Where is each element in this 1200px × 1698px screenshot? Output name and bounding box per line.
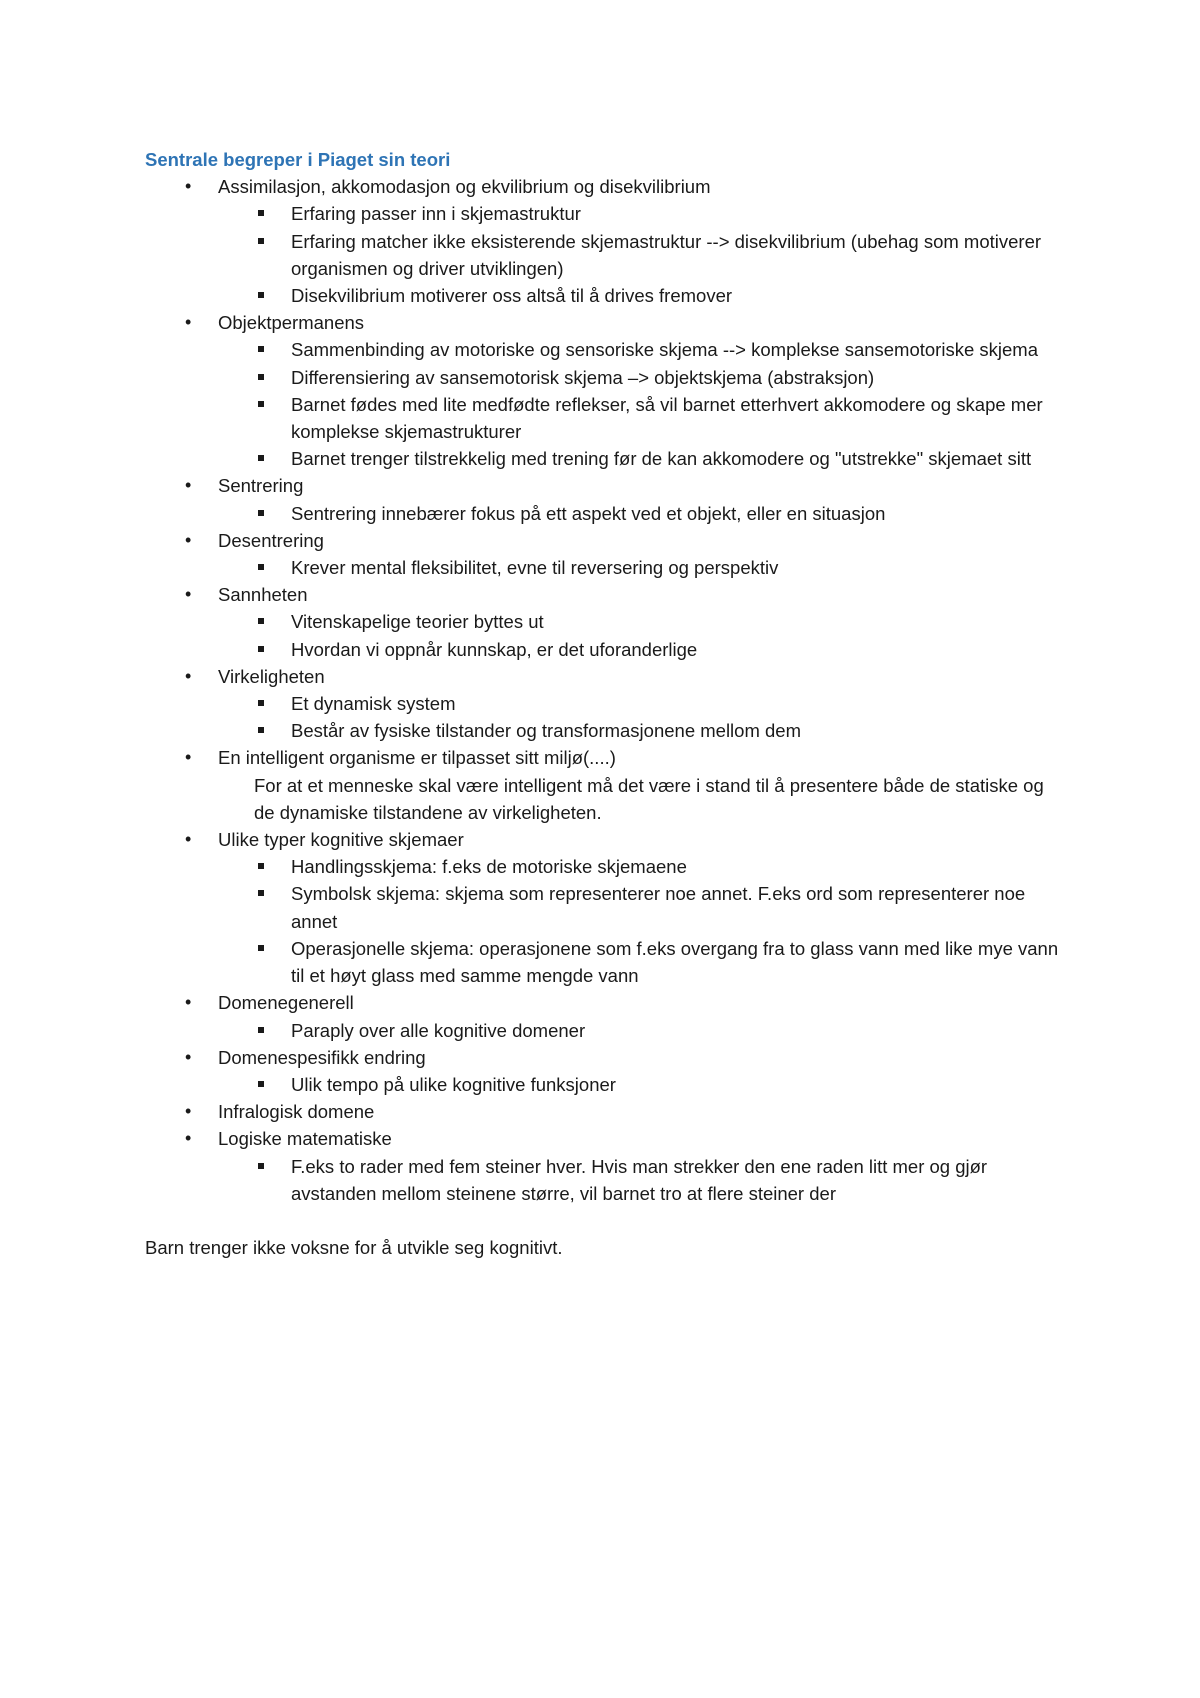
list-item [145,826,1065,989]
sub-bullet-list [145,500,1065,527]
sub-list-item-text: Symbolsk skjema: skjema som representerer noe annet. F.eks ord som representerer noe annet [291,883,1026,932]
list-item-text: Ulike typer kognitive skjemaer [218,829,464,851]
sub-list-item [145,445,1065,472]
sub-list-item [145,364,1065,391]
sub-list-item-text: Krever mental fleksibilitet, evne til reversering og perspektiv [291,557,779,579]
square-bullet-icon [258,238,264,244]
sub-list-item [145,717,1065,744]
bullet-dot-icon: • [185,176,192,197]
bullet-dot-icon: • [185,475,192,496]
sub-list-item-text: Består av fysiske tilstander og transformasjonene mellom dem [291,720,801,742]
sub-list-item-text: Vitenskapelige teorier byttes ut [291,611,544,633]
sub-list-item-text: Sammenbinding av motoriske og sensoriske skjema --> komplekse sansemotoriske skjema [291,339,1038,361]
bullet-dot-icon: • [185,992,192,1013]
square-bullet-icon [258,564,264,570]
square-bullet-icon [258,1163,264,1169]
sub-list-item-text: Disekvilibrium motiverer oss altså til å drives fremover [291,285,733,307]
square-bullet-icon [258,346,264,352]
sub-bullet-list [145,1017,1065,1044]
sub-list-item-text: F.eks to rader med fem steiner hver. Hvis man strekker den ene raden litt mer og gjør avstanden mellom steinene større, vil barnet tro at flere steiner der [291,1155,988,1204]
bullet-dot-icon: • [185,1046,192,1067]
closing-paragraph: Barn trenger ikke voksne for å utvikle seg kognitivt. [145,1236,563,1258]
sub-list-item [145,336,1065,363]
square-bullet-icon [258,374,264,380]
square-bullet-icon [258,890,264,896]
list-item [145,581,1065,663]
bullet-dot-icon: • [185,1128,192,1149]
square-bullet-icon [258,1027,264,1033]
sub-list-item [145,1071,1065,1098]
list-item-text: Virkeligheten [218,665,325,687]
bullet-dot-icon: • [185,584,192,605]
sub-list-item [145,500,1065,527]
list-item [145,309,1065,472]
sub-list-item-text: Et dynamisk system [291,693,456,715]
square-bullet-icon [258,1081,264,1087]
sub-list-item-text: Erfaring passer inn i skjemastruktur [291,203,581,225]
sub-list-item [145,282,1065,309]
bullet-dot-icon: • [185,747,192,768]
square-bullet-icon [258,210,264,216]
sub-bullet-list [145,690,1065,744]
bullet-dot-icon: • [185,829,192,850]
sub-list-item [145,880,1065,934]
square-bullet-icon [258,510,264,516]
sub-list-item-text: Sentrering innebærer fokus på ett aspekt ved et objekt, eller en situasjon [291,502,886,524]
sub-list-item-text: Barnet fødes med lite medfødte reflekser, så vil barnet etterhvert akkomodere og skape mer komplekse skjemastrukturer [291,393,1043,443]
bullet-dot-icon: • [185,529,192,550]
section-heading: Sentrale begreper i Piaget sin teori [145,149,451,170]
sub-list-item [145,228,1065,282]
sub-bullet-list [145,1153,1065,1207]
sub-list-item [145,853,1065,880]
list-item [145,472,1065,526]
sub-list-item [145,608,1065,635]
sub-list-item-text: Differensiering av sansemotorisk skjema –> objektskjema (abstraksjon) [291,366,875,388]
sub-list-item [145,690,1065,717]
list-item [145,527,1065,581]
sub-list-item [145,636,1065,663]
list-item-text: Sentrering [218,475,304,497]
list-item-text: Objektpermanens [218,312,365,334]
list-item [145,1044,1065,1098]
document-body [145,146,1065,1261]
sub-bullet-list [145,554,1065,581]
square-bullet-icon [258,863,264,869]
list-item-continuation: For at et menneske skal være intelligent må det være i stand til å presentere både de statiske og de dynamiske tilstandene av virkeligheten. [254,774,1044,823]
square-bullet-icon [258,945,264,951]
sub-list-item-text: Hvordan vi oppnår kunnskap, er det uforanderlige [291,638,698,660]
list-item [145,744,1065,826]
sub-list-item [145,1153,1065,1207]
main-bullet-list [145,173,1065,1207]
sub-list-item [145,391,1065,445]
list-item-text: Domenegenerell [218,992,354,1014]
list-item-text: Logiske matematiske [218,1128,392,1150]
sub-bullet-list [145,853,1065,989]
sub-list-item-text: Paraply over alle kognitive domener [291,1019,586,1041]
square-bullet-icon [258,646,264,652]
square-bullet-icon [258,292,264,298]
sub-list-item [145,554,1065,581]
sub-list-item [145,200,1065,227]
square-bullet-icon [258,455,264,461]
list-item [145,1125,1065,1207]
list-item-text: Infralogisk domene [218,1101,375,1123]
sub-bullet-list [145,1071,1065,1098]
sub-list-item [145,1017,1065,1044]
bullet-dot-icon: • [185,665,192,686]
list-item-text: Domenespesifikk endring [218,1046,426,1068]
bullet-dot-icon: • [185,312,192,333]
bullet-dot-icon: • [185,1101,192,1122]
sub-bullet-list [145,200,1065,309]
list-item-text: Desentrering [218,529,324,551]
sub-list-item-text: Erfaring matcher ikke eksisterende skjemastruktur --> disekvilibrium (ubehag som motiverer organismen og driver utviklingen) [291,230,1042,279]
list-item [145,663,1065,745]
sub-list-item-text: Barnet trenger tilstrekkelig med trening før de kan akkomodere og "utstrekke" skjemaet sitt [291,448,1032,470]
sub-list-item [145,935,1065,989]
list-item-text: Sannheten [218,584,308,606]
sub-list-item-text: Operasjonelle skjema: operasjonene som f.eks overgang fra to glass vann med like mye vann til et høyt glass med samme mengde vann [291,937,1059,987]
list-item [145,989,1065,1043]
sub-bullet-list [145,608,1065,662]
list-item-text: Assimilasjon, akkomodasjon og ekvilibrium og disekvilibrium [218,176,711,198]
square-bullet-icon [258,727,264,733]
sub-list-item-text: Ulik tempo på ulike kognitive funksjoner [291,1073,616,1095]
list-item [145,173,1065,309]
square-bullet-icon [258,618,264,624]
list-item-text: En intelligent organisme er tilpasset sitt miljø(....) [218,747,616,769]
list-item [145,1098,1065,1125]
sub-bullet-list [145,336,1065,472]
square-bullet-icon [258,700,264,706]
square-bullet-icon [258,401,264,407]
sub-list-item-text: Handlingsskjema: f.eks de motoriske skjemaene [291,856,687,878]
